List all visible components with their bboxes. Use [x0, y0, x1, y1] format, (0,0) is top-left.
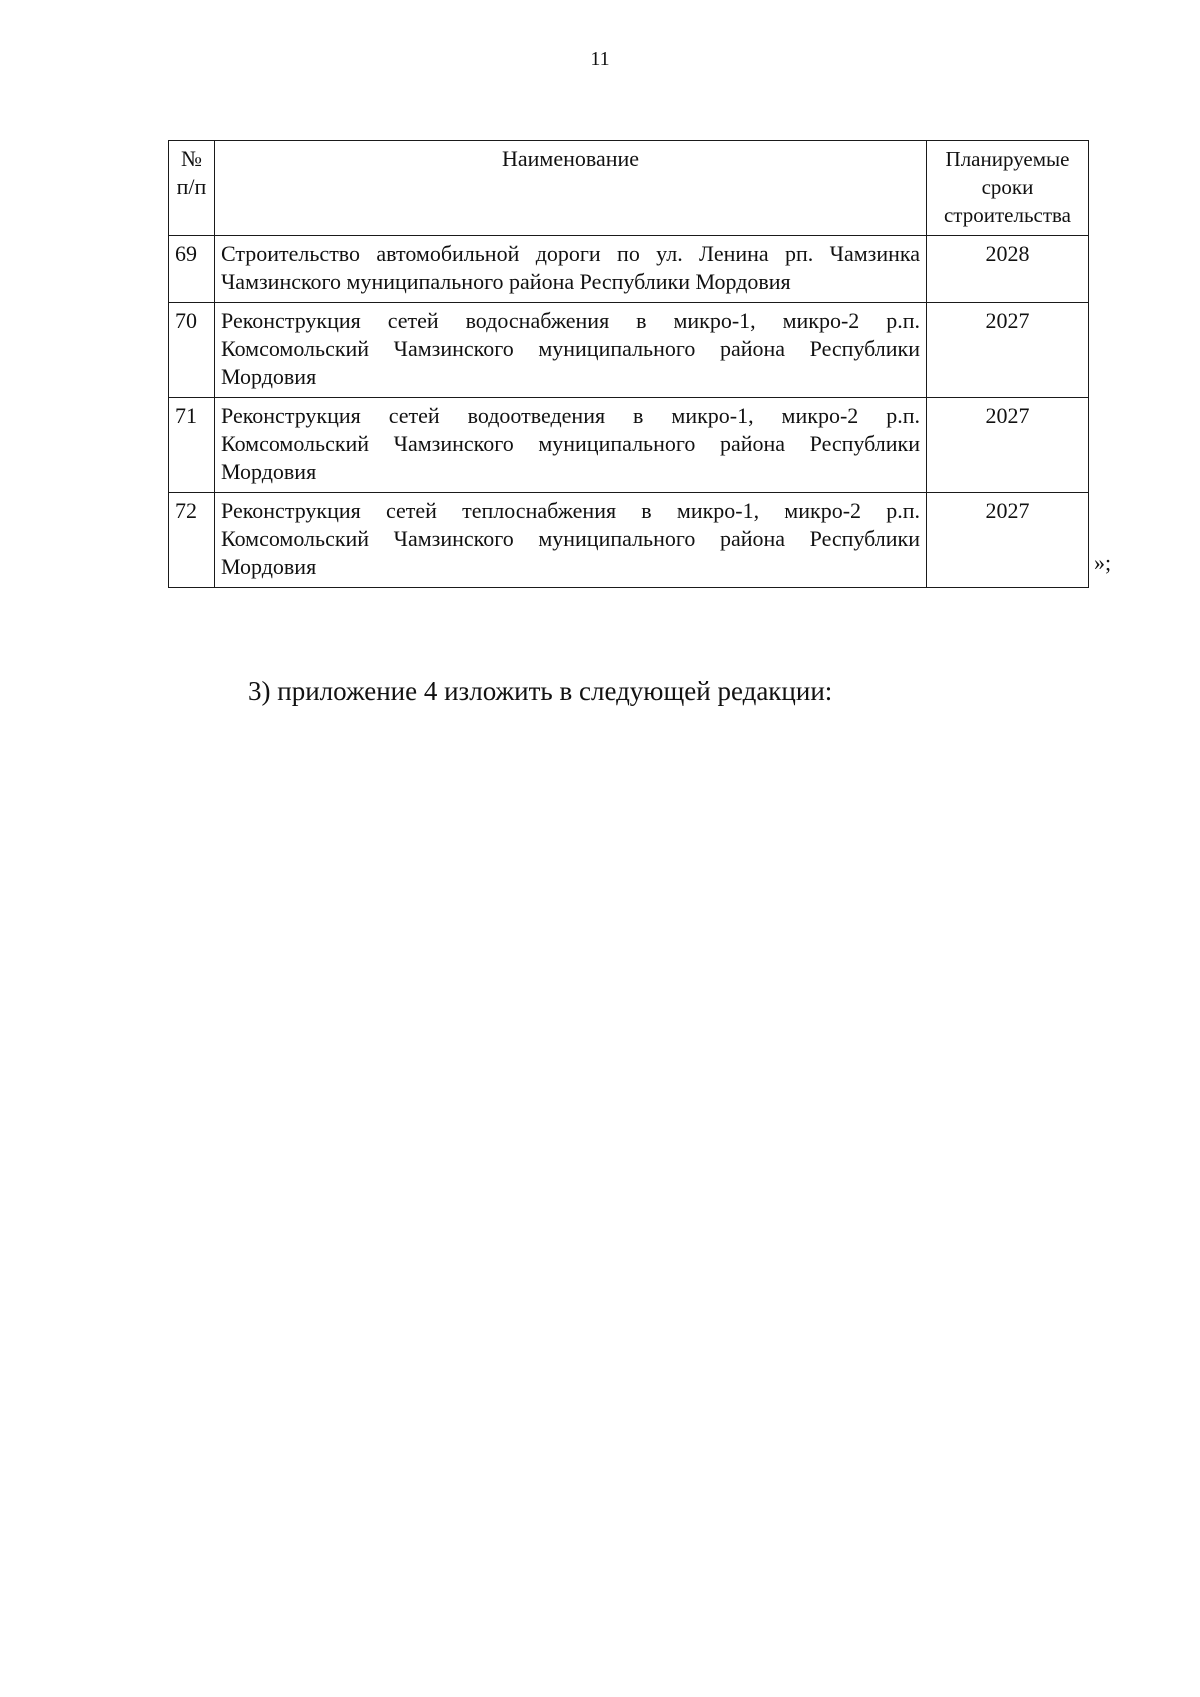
header-year-line-1: Планируемые	[945, 147, 1070, 171]
construction-table-wrapper	[168, 140, 1088, 588]
table-row	[169, 493, 1089, 588]
row-number: 71	[169, 398, 215, 493]
row-number: 70	[169, 303, 215, 398]
row-year: 2028	[927, 236, 1089, 303]
table-header-row	[169, 141, 1089, 236]
row-name: Реконструкция сетей водоснабжения в микро-1, микро-2 р.п. Комсомольский Чамзинского муниципального района Республики Мордовия	[215, 303, 927, 398]
header-year-line-2: сроки	[981, 175, 1034, 199]
row-name: Реконструкция сетей теплоснабжения в микро-1, микро-2 р.п. Комсомольский Чамзинского муниципального района Республики Мордовия	[215, 493, 927, 588]
row-year: 2027	[927, 398, 1089, 493]
header-name: Наименование	[215, 141, 927, 236]
header-year-line-3: строительства	[943, 203, 1071, 227]
table-row	[169, 236, 1089, 303]
table-row	[169, 303, 1089, 398]
row-year: 2027	[927, 493, 1089, 588]
row-name: Строительство автомобильной дороги по ул. Ленина рп. Чамзинка Чамзинского муниципального района Республики Мордовия	[215, 236, 927, 303]
instruction-paragraph: 3) приложение 4 изложить в следующей редакции:	[248, 676, 833, 706]
row-number: 69	[169, 236, 215, 303]
header-number-line-2: п/п	[176, 174, 207, 199]
header-planned-years	[927, 141, 1089, 236]
page-number: 11	[590, 48, 610, 70]
row-year: 2027	[927, 303, 1089, 398]
closing-quote: »;	[1094, 550, 1112, 575]
row-name: Реконструкция сетей водоотведения в микро-1, микро-2 р.п. Комсомольский Чамзинского муниципального района Республики Мордовия	[215, 398, 927, 493]
construction-table	[168, 140, 1089, 588]
row-number: 72	[169, 493, 215, 588]
header-number-line-1: №	[181, 146, 202, 171]
header-number	[169, 141, 215, 236]
table-row	[169, 398, 1089, 493]
